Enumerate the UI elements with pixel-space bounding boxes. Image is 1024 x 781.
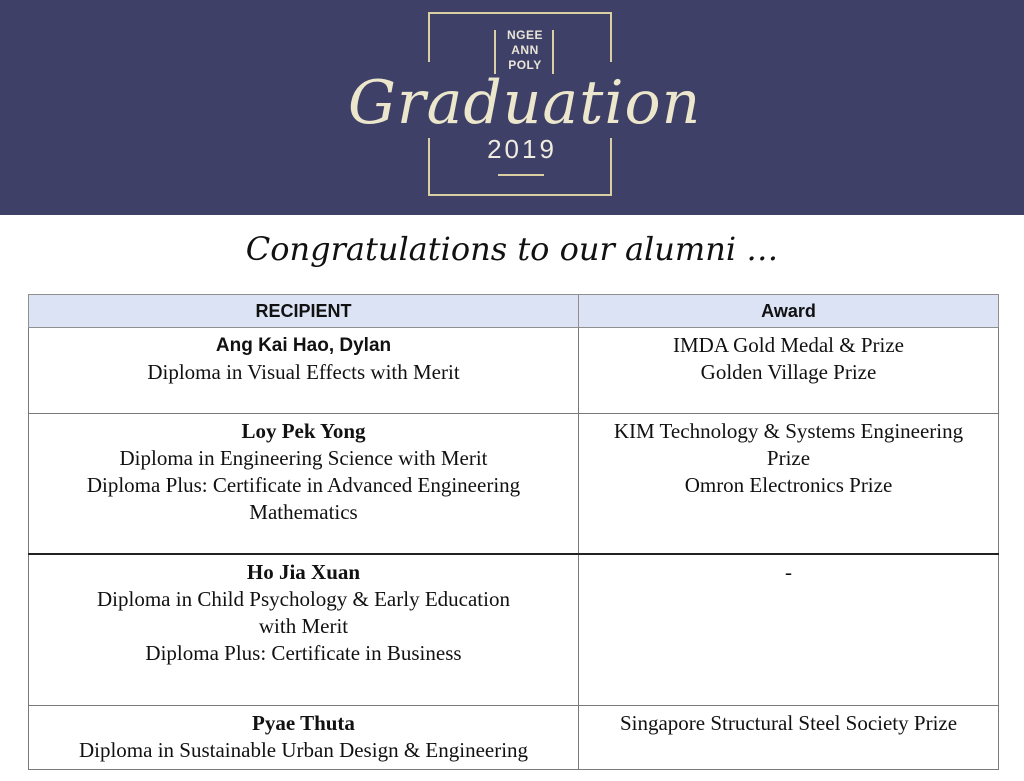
table-row (29, 414, 999, 554)
award-line: Golden Village Prize (700, 360, 877, 384)
programme-line: Diploma in Child Psychology & Early Education (97, 586, 510, 611)
programme-line: Diploma Plus: Certificate in Business (145, 640, 462, 665)
recipient-cell (29, 706, 579, 770)
banner-title: Graduation (348, 68, 702, 138)
column-header-recipient: RECIPIENT (29, 295, 579, 328)
recipient-name: Pyae Thuta (252, 711, 355, 735)
award-cell (579, 414, 999, 554)
award-line: Singapore Structural Steel Society Prize (619, 711, 958, 735)
programme-line: Diploma Plus: Certificate in Advanced Engineering (86, 473, 521, 497)
awards-table (28, 294, 999, 770)
award-line: IMDA Gold Medal & Prize (673, 333, 904, 357)
award-line: - (785, 559, 792, 584)
award-line: Prize (766, 446, 811, 470)
recipient-name: Loy Pek Yong (241, 419, 366, 443)
programme-line: Diploma in Sustainable Urban Design & Engineering (78, 738, 529, 762)
recipient-cell (29, 328, 579, 414)
column-header-award: Award (579, 295, 999, 328)
award-cell (579, 328, 999, 414)
award-cell (579, 706, 999, 770)
award-line: KIM Technology & Systems Engineering (613, 419, 964, 443)
programme-line: with Merit (258, 613, 349, 638)
banner-year: 2019 (487, 134, 557, 164)
recipient-name: Ho Jia Xuan (246, 559, 361, 584)
award-line: Omron Electronics Prize (684, 473, 893, 497)
recipient-cell (29, 414, 579, 554)
table-row (29, 706, 999, 770)
table-row (29, 328, 999, 414)
congratulations-heading: Congratulations to our alumni … (245, 230, 779, 268)
programme-line: Diploma in Visual Effects with Merit (147, 360, 460, 384)
school-logo-text (500, 28, 550, 73)
table-row (29, 554, 999, 706)
award-cell (579, 554, 999, 706)
logo-line: ANN (511, 43, 539, 57)
table-header-row (29, 295, 999, 328)
logo-line: NGEE (506, 28, 543, 42)
programme-line: Diploma in Engineering Science with Merit (119, 446, 488, 470)
logo-line: POLY (508, 58, 542, 72)
recipient-name: Ang Kai Hao, Dylan (215, 335, 392, 356)
programme-line: Mathematics (249, 500, 358, 524)
logo-bar-bottom (498, 174, 544, 176)
recipient-cell (29, 554, 579, 706)
graduation-banner (0, 0, 1024, 215)
